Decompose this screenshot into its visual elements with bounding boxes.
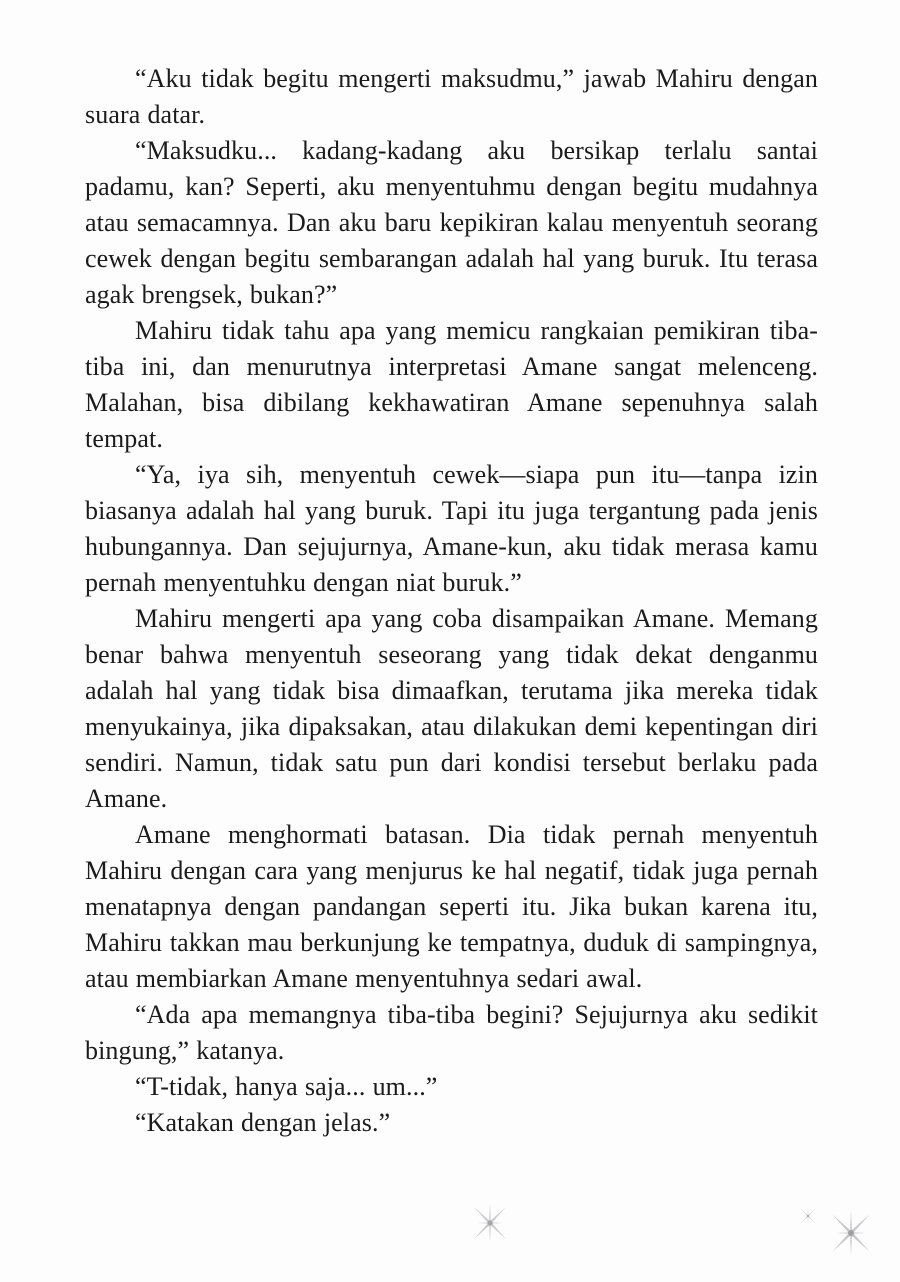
paragraph: “Aku tidak begitu mengerti maksudmu,” jawab Mahiru dengan suara datar.	[85, 64, 818, 129]
page-text	[85, 61, 818, 1141]
sparkle-bottom-right-large	[823, 1205, 879, 1261]
paragraph: “Ada apa memangnya tiba-tiba begini? Sejujurnya aku sedikit bingung,” katanya.	[85, 1000, 818, 1065]
paragraph: Mahiru tidak tahu apa yang memicu rangkaian pemikiran tiba-tiba ini, dan menurutnya interpretasi Amane sangat melenceng. Malahan, bisa dibilang kekhawatiran Amane sepenuhnya salah tempat.	[85, 316, 818, 453]
paragraph: Mahiru mengerti apa yang coba disampaikan Amane. Memang benar bahwa menyentuh seseorang yang tidak dekat denganmu adalah hal yang tidak bisa dimaafkan, terutama jika mereka tidak menyukainya, jika dipaksakan, atau dilakukan demi kepentingan diri sendiri. Namun, tidak satu pun dari kondisi tersebut berlaku pada Amane.	[85, 604, 818, 813]
paragraph: “Ya, iya sih, menyentuh cewek—siapa pun itu—tanpa izin biasanya adalah hal yang buruk. Tapi itu juga tergantung pada jenis hubungannya. Dan sejujurnya, Amane-kun, aku tidak merasa kamu pernah menyentuhku dengan niat buruk.”	[85, 460, 818, 597]
paragraph: Amane menghormati batasan. Dia tidak pernah menyentuh Mahiru dengan cara yang menjurus ke hal negatif, tidak juga pernah menatapnya dengan pandangan seperti itu. Jika bukan karena itu, Mahiru takkan mau berkunjung ke tempatnya, duduk di sampingnya, atau membiarkan Amane menyentuhnya sedari awal.	[85, 820, 818, 993]
paragraph: “T-tidak, hanya saja... um...”	[135, 1072, 438, 1101]
sparkle-bottom-left	[466, 1199, 514, 1247]
paragraph: “Katakan dengan jelas.”	[135, 1108, 391, 1137]
paragraph: “Maksudku... kadang-kadang aku bersikap terlalu santai padamu, kan? Seperti, aku menyentuhmu dengan begitu mudahnya atau semacamnya. Dan aku baru kepikiran kalau menyentuh seorang cewek dengan begitu sembarangan adalah hal yang buruk. Itu terasa agak brengsek, bukan?”	[85, 136, 818, 309]
sparkle-bottom-right-small	[797, 1205, 819, 1227]
